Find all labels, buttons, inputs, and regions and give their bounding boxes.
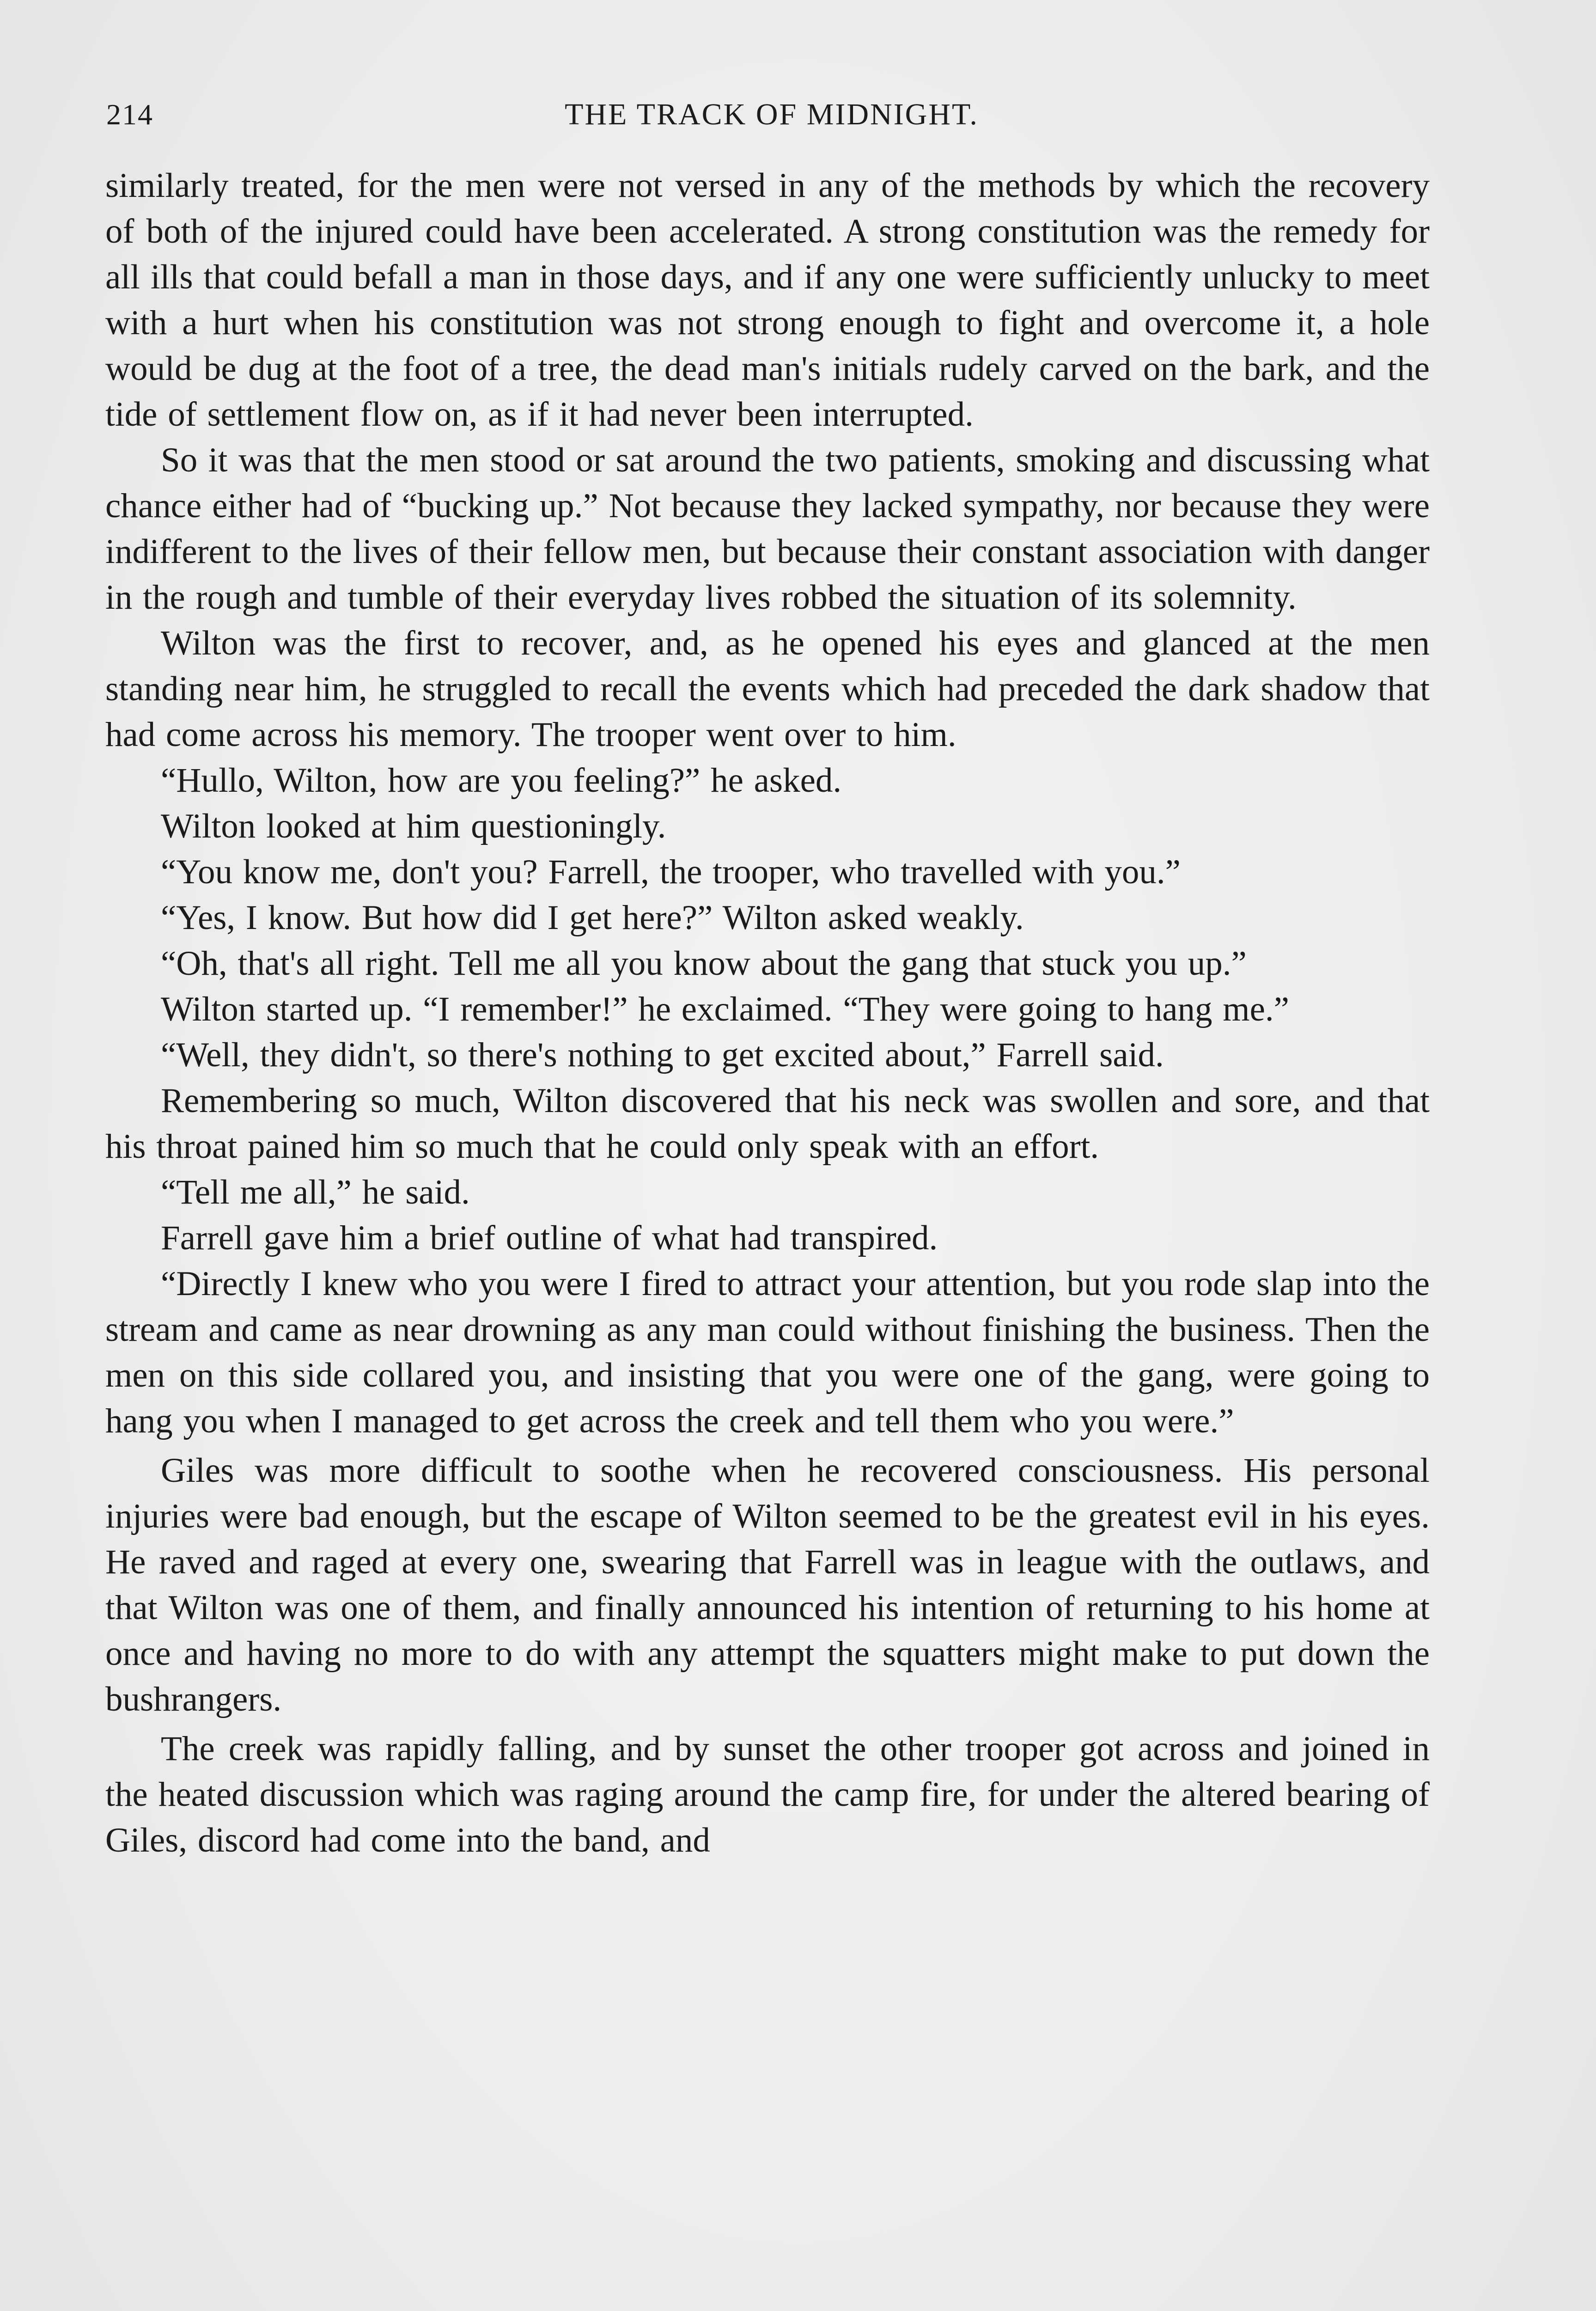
paragraph: “Directly I knew who you were I fired to attract your attention, but you rode slap into the stream and came as near drowning as any man could without finishing the business. Then the men on this side collared you, and insisting that you were one of the gang, were going to hang you when I managed to get across the creek and tell them who you were.” [105,1265,1430,1440]
paragraph: Wilton was the first to recover, and, as he opened his eyes and glanced at the men standing near him, he struggled to recall the events which had preceded the dark shadow that had come across his memory. The trooper went over to him. [105,624,1430,754]
paragraph: The creek was rapidly falling, and by sunset the other trooper got across and joined in the heated discussion which was raging around the camp fire, for under the altered bearing of Giles, discord had come into the band, and [105,1730,1430,1859]
paragraph: “Yes, I know. But how did I get here?” Wilton asked weakly. [161,899,1024,937]
paragraph: So it was that the men stood or sat around the two patients, smoking and discussing what chance either had of “bucking up.” Not because they lacked sympathy, nor because they were indifferent to the lives of their fellow men, but because their constant association with danger in the rough and tumble of their everyday lives robbed the situation of its solemnity. [105,441,1430,617]
running-head [106,92,1437,138]
paragraph: Wilton looked at him questioningly. [161,807,666,845]
paragraph: Farrell gave him a brief outline of what had transpired. [161,1219,938,1257]
paragraph: “You know me, don't you? Farrell, the trooper, who travelled with you.” [161,853,1181,891]
paragraph: similarly treated, for the men were not versed in any of the methods by which the recovery of both of the injured could have been accelerated. A strong constitution was the remedy for all ills that could befall a man in those days, and if any one were sufficiently unlucky to meet with a hurt when his constitution was not strong enough to fight and overcome it, a hole would be dug at the foot of a tree, the dead man's initials rudely carved on the bark, and the tide of settlement flow on, as if it had never been interrupted. [105,166,1430,434]
paragraph: “Tell me all,” he said. [161,1173,470,1211]
paragraph: “Well, they didn't, so there's nothing to get excited about,” Farrell said. [161,1036,1164,1074]
paragraph: “Oh, that's all right. Tell me all you know about the gang that stuck you up.” [161,944,1247,983]
paragraph: Giles was more difficult to soothe when he recovered consciousness. His personal injuries were bad enough, but the escape of Wilton seemed to be the greatest evil in his eyes. He raved and raged at every one, swearing that Farrell was in league with the outlaws, and that Wilton was one of them, and finally announced his intention of returning to his home at once and having no more to do with any attempt the squatters might make to put down the bushrangers. [105,1451,1430,1718]
paragraph: Remembering so much, Wilton discovered that his neck was swollen and sore, and that his throat pained him so much that he could only speak with an effort. [105,1082,1430,1166]
book-title: THE TRACK OF MIDNIGHT. [565,98,979,131]
paragraph: “Hullo, Wilton, how are you feeling?” he asked. [161,761,842,800]
body-text [105,163,1430,1863]
page-number: 214 [106,98,153,131]
paragraph: Wilton started up. “I remember!” he exclaimed. “They were going to hang me.” [161,990,1289,1028]
